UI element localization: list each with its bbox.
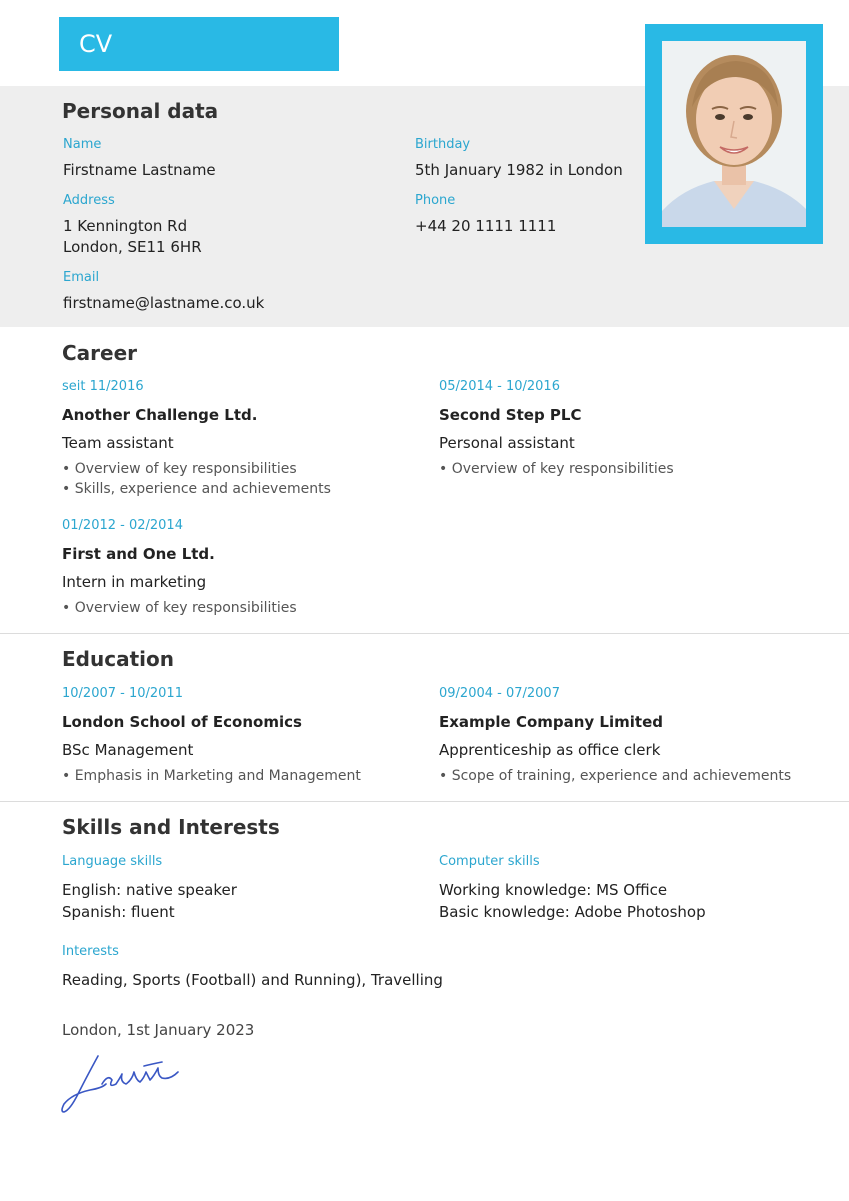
birthday-label: Birthday (415, 137, 471, 152)
cv-title-banner (59, 17, 339, 71)
address-line-2: London, SE11 6HR (63, 238, 202, 256)
education-institution: Example Company Limited (439, 713, 663, 731)
portrait-photo (662, 41, 806, 227)
address-label: Address (63, 193, 115, 208)
photo-frame (645, 24, 823, 244)
cv-title: CV (79, 30, 113, 58)
language-skill-line: English: native speaker (62, 881, 237, 899)
section-divider (0, 801, 849, 802)
job-period: seit 11/2016 (62, 379, 144, 394)
career-heading: Career (62, 341, 138, 365)
email-value: firstname@lastname.co.uk (63, 294, 265, 312)
skills-heading: Skills and Interests (62, 815, 280, 839)
education-period: 09/2004 - 07/2007 (439, 686, 560, 701)
education-institution: London School of Economics (62, 713, 302, 731)
job-role: Personal assistant (439, 434, 575, 452)
portrait-icon (662, 41, 806, 227)
job-bullet: • Skills, experience and achievements (62, 481, 331, 497)
job-role: Intern in marketing (62, 573, 207, 591)
interests-label: Interests (62, 944, 119, 959)
name-label: Name (63, 137, 102, 152)
birthday-value: 5th January 1982 in London (415, 161, 623, 179)
computer-skill-line: Basic knowledge: Adobe Photoshop (439, 903, 706, 921)
phone-label: Phone (415, 193, 456, 208)
section-divider (0, 633, 849, 634)
address-line-1: 1 Kennington Rd (63, 217, 188, 235)
computer-skills-label: Computer skills (439, 854, 540, 869)
phone-value: +44 20 1111 1111 (415, 217, 557, 235)
job-company: First and One Ltd. (62, 545, 215, 563)
language-skills-label: Language skills (62, 854, 163, 869)
job-period: 01/2012 - 02/2014 (62, 518, 183, 533)
job-company: Another Challenge Ltd. (62, 406, 258, 424)
job-role: Team assistant (62, 434, 174, 452)
computer-skill-line: Working knowledge: MS Office (439, 881, 668, 899)
email-label: Email (63, 270, 100, 285)
interests-value: Reading, Sports (Football) and Running), Travelling (62, 971, 443, 989)
job-bullet: • Overview of key responsibilities (62, 600, 297, 616)
job-bullet: • Overview of key responsibilities (439, 461, 674, 477)
education-bullet: • Emphasis in Marketing and Management (62, 768, 361, 784)
education-degree: BSc Management (62, 741, 194, 759)
education-heading: Education (62, 647, 174, 671)
education-bullet: • Scope of training, experience and achievements (439, 768, 792, 784)
place-date: London, 1st January 2023 (62, 1021, 255, 1039)
education-degree: Apprenticeship as office clerk (439, 741, 661, 759)
education-period: 10/2007 - 10/2011 (62, 686, 183, 701)
job-company: Second Step PLC (439, 406, 582, 424)
name-value: Firstname Lastname (63, 161, 216, 179)
signature-icon (58, 1050, 188, 1120)
personal-data-heading: Personal data (62, 99, 219, 123)
job-bullet: • Overview of key responsibilities (62, 461, 297, 477)
job-period: 05/2014 - 10/2016 (439, 379, 560, 394)
signature (58, 1050, 188, 1124)
language-skill-line: Spanish: fluent (62, 903, 175, 921)
